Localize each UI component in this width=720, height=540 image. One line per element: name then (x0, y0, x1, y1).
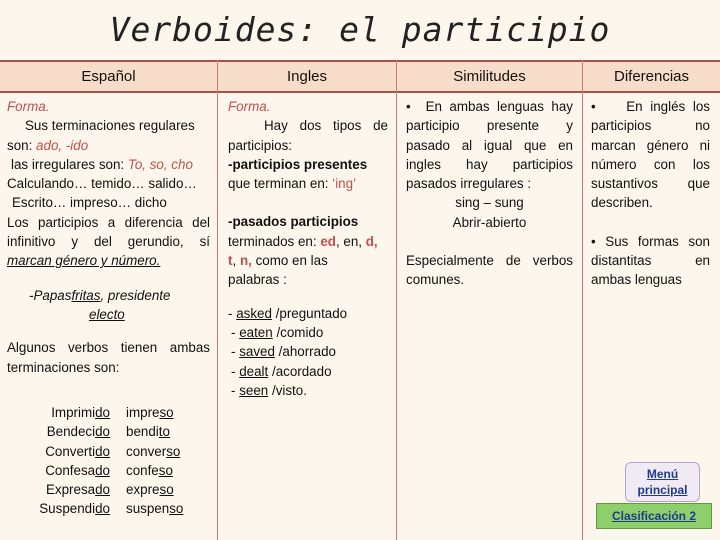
english-verb: dealt (239, 363, 269, 379)
verb-pairs-list (30, 403, 206, 519)
similitudes-line: comunes. (406, 272, 465, 288)
similitudes-body (406, 97, 573, 290)
espanol-forma-label: Forma. (7, 99, 50, 114)
irregular-participle (110, 403, 206, 422)
text: que terminan en: (228, 176, 329, 192)
diferencias-line: describen. (591, 195, 653, 211)
column-similitudes (397, 60, 582, 540)
root-text: suspen (126, 501, 170, 517)
root-text: Confesa (45, 462, 96, 478)
column-ingles (218, 60, 396, 540)
irregular-participle (110, 499, 206, 518)
espanol-line: Escrito… impreso… dicho (12, 195, 167, 211)
similitudes-line: participio presente y (406, 118, 573, 134)
verb-pair-row (30, 461, 206, 480)
similitudes-line: pasados irregulares : (406, 176, 532, 192)
irregular-participle (110, 480, 206, 499)
root-text: impre (126, 405, 160, 420)
regular-participle (30, 499, 110, 518)
similitudes-line: pasado al igual que en (406, 137, 573, 153)
english-verb: asked (236, 305, 272, 321)
ending-text: do (95, 443, 110, 459)
ending-text: so (158, 462, 173, 478)
menu-label-line2: principal (637, 483, 688, 497)
header-similitudes: Similitudes (397, 60, 582, 93)
root-text: Suspendi (39, 501, 96, 517)
similitudes-example: Abrir-abierto (452, 214, 527, 230)
english-verb: saved (239, 344, 275, 360)
espanol-example (7, 286, 210, 305)
ingles-line: -participios presentes (228, 156, 368, 172)
ending-text: to (158, 424, 170, 440)
similitudes-example: sing – sung (455, 195, 524, 211)
page-title: Verboides: el participio (109, 10, 611, 49)
ending-text: ado, -ido (36, 137, 89, 153)
espanol-line: infinitivo y del gerundio, sí (7, 234, 210, 250)
root-text: expre (126, 482, 160, 498)
irregular-participle (110, 461, 206, 480)
ingles-line (228, 174, 388, 193)
clasificacion-2-button[interactable] (596, 503, 712, 529)
regular-participle (30, 480, 110, 499)
ingles-line (228, 232, 388, 251)
root-text: bendi (126, 424, 159, 440)
header-diferencias: Diferencias (583, 60, 720, 93)
similitudes-line (406, 97, 573, 116)
espanol-ambas: Algunos verbos tienen ambas terminaciones son: (7, 340, 210, 375)
irregular-participle (110, 442, 206, 461)
diferencias-line: número con los (591, 156, 710, 172)
ending-text: d, (365, 233, 378, 249)
espanol-line: Sus terminaciones regulares (25, 118, 195, 134)
bullet-icon: • (591, 99, 596, 114)
ingles-line: -pasados participios (228, 214, 359, 230)
root-text: confe (126, 462, 159, 478)
text: En inglés los (626, 99, 710, 114)
root-text: Bendeci (46, 424, 96, 440)
bullet-icon: • (406, 99, 411, 114)
espanol-body (7, 97, 210, 377)
verb-pair-row (30, 403, 206, 422)
ingles-body (228, 97, 388, 400)
ingles-example: - asked /preguntado (228, 305, 348, 321)
text: fritas (71, 287, 101, 303)
root-text: Expresa (45, 482, 96, 498)
ingles-line: palabras : (228, 272, 287, 288)
verb-pair-row (30, 422, 206, 441)
ending-text: do (95, 405, 110, 420)
ending-text: ‘ing’ (332, 176, 357, 192)
english-verb: seen (239, 382, 269, 398)
ingles-line: participios: (228, 137, 293, 153)
text: En ambas lenguas hay (425, 99, 573, 114)
diferencias-line: distantitas en (591, 253, 710, 269)
ending-text: do (95, 482, 110, 498)
header-espanol: Español (0, 60, 217, 93)
verb-pair-row (30, 480, 206, 499)
menu-principal-button[interactable] (625, 462, 700, 502)
ingles-line: Hay dos tipos de (264, 118, 388, 134)
ending-text: so (166, 443, 181, 459)
english-verb: eaten (239, 324, 273, 340)
text: Sus formas son (605, 233, 710, 249)
ingles-example: - eaten /comido (231, 324, 324, 340)
ending-text: To, so, cho (127, 156, 193, 172)
diferencias-line: participios no (591, 118, 710, 134)
root-text: conver (126, 443, 167, 459)
diferencias-line: sustantivos que (591, 176, 710, 192)
verb-pair-row (30, 442, 206, 461)
spanish-verb: /comido (276, 324, 324, 340)
similitudes-line: Especialmente de verbos (406, 253, 573, 269)
text: , (232, 253, 237, 269)
diferencias-line (591, 232, 710, 251)
ingles-line (228, 251, 388, 270)
spanish-verb: /ahorrado (278, 344, 336, 360)
diferencias-line: marcan género ni (591, 137, 710, 153)
root-text: Converti (45, 443, 96, 459)
spanish-verb: /acordado (271, 363, 332, 379)
espanol-line: marcan género y número. (7, 253, 161, 269)
header-ingles: Ingles (218, 60, 396, 93)
text: como en las (255, 253, 328, 269)
regular-participle (30, 403, 110, 422)
ending-text: do (95, 424, 110, 440)
ending-text: n, (239, 253, 252, 269)
verb-pair-row (30, 499, 206, 518)
espanol-line (7, 136, 210, 155)
diferencias-line (591, 97, 710, 116)
similitudes-line: ingles hay participios (406, 156, 573, 172)
text: , presidente (100, 287, 171, 303)
espanol-line: Los participios a diferencia del (7, 214, 210, 230)
regular-participle (30, 422, 110, 441)
text: las irregulares son: (11, 156, 125, 172)
text: , en, (335, 233, 363, 249)
root-text: Imprimi (51, 405, 96, 420)
diferencias-line: ambas lenguas (591, 272, 682, 288)
ending-text: do (95, 462, 110, 478)
ingles-example: - saved /ahorrado (231, 344, 336, 360)
espanol-line (7, 155, 210, 174)
diferencias-body (591, 97, 710, 290)
text: terminados en: (228, 233, 317, 249)
ending-text: so (169, 501, 184, 517)
spanish-verb: /preguntado (275, 305, 348, 321)
irregular-participle (110, 422, 206, 441)
ending-text: do (95, 501, 110, 517)
ingles-forma-label: Forma. (228, 99, 271, 114)
text: son: (7, 137, 33, 153)
regular-participle (30, 461, 110, 480)
ending-text: so (159, 405, 174, 420)
espanol-example: electo (89, 306, 125, 322)
regular-participle (30, 442, 110, 461)
bullet-icon: • (591, 233, 596, 249)
ending-text: ed (320, 233, 336, 249)
spanish-verb: /visto. (271, 382, 307, 398)
menu-label-line1: Menú (646, 467, 679, 481)
espanol-line: Calculando… temido… salido… (7, 176, 197, 192)
ending-text: t (228, 253, 233, 269)
ending-text: so (159, 482, 174, 498)
clasificacion-label: Clasificación 2 (611, 509, 697, 523)
ingles-example: - seen /visto. (231, 382, 307, 398)
text: -Papas (29, 287, 72, 303)
ingles-example: - dealt /acordado (231, 363, 332, 379)
